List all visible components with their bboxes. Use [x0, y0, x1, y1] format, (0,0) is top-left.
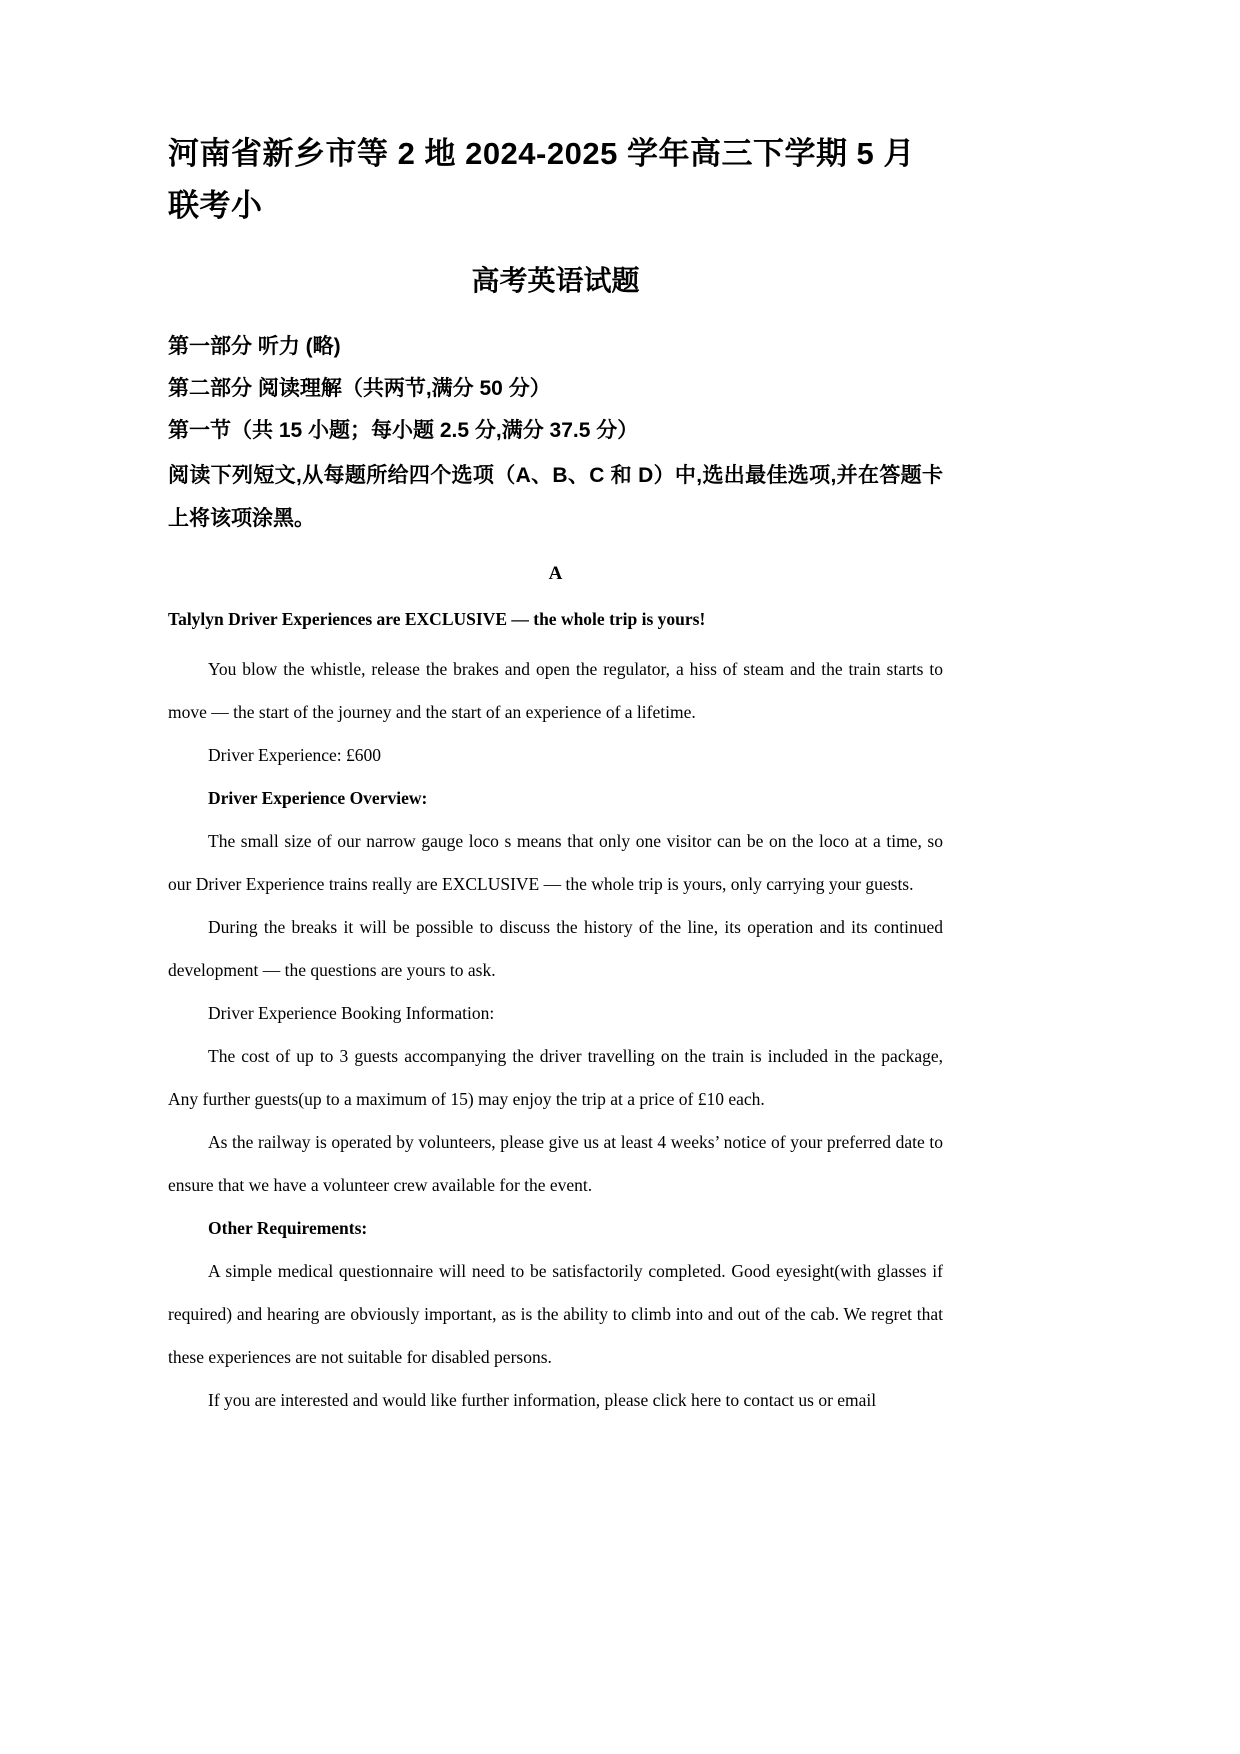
passage-paragraph-overview: The small size of our narrow gauge loco s means that only one visitor can be on the loco at a time, so our Driver Experience trains really are EXCLUSIVE — the whole trip is yours, only carrying your guests. — [168, 831, 943, 894]
passage-subheading-other-requirements: Other Requirements: — [208, 1218, 368, 1238]
passage-subheading-booking: Driver Experience Booking Information: — [208, 1003, 495, 1023]
instruction-part-two: 第二部分 阅读理解（共两节,满分 50 分） — [168, 377, 551, 400]
passage-paragraph-price: Driver Experience: £600 — [208, 745, 381, 765]
page-title-line-1: 河南省新乡市等 2 地 2024-2025 学年高三下学期 5 月联考小 — [168, 136, 915, 223]
page-subtitle: 高考英语试题 — [471, 265, 640, 296]
passage-subheading-overview: Driver Experience Overview: — [208, 788, 428, 808]
passage-paragraph-contact: If you are interested and would like further information, please click here to contact us or email — [208, 1390, 877, 1410]
passage-paragraph-medical: A simple medical questionnaire will need to be satisfactorily completed. Good eyesight(with glasses if required) and hearing are obviously important, as is the ability to climb into and out of the cab. We regret that these experiences are not suitable for disabled persons. — [168, 1261, 943, 1367]
passage-paragraph-notice: As the railway is operated by volunteers, please give us at least 4 weeks’ notice of your preferred date to ensure that we have a volunteer crew available for the event. — [168, 1132, 943, 1195]
passage-paragraph: You blow the whistle, release the brakes and open the regulator, a hiss of steam and the train starts to move — the start of the journey and the start of an experience of a lifetime. — [168, 659, 943, 722]
instruction-part-one: 第一部分 听力 (略) — [168, 335, 341, 358]
passage-paragraph-cost: The cost of up to 3 guests accompanying the driver travelling on the train is included in the package, Any further guests(up to a maximum of 15) may enjoy the trip at a price of £10 each. — [168, 1046, 943, 1109]
passage-headline: Talylyn Driver Experiences are EXCLUSIVE — the whole trip is yours! — [168, 609, 706, 629]
document-content — [168, 128, 943, 1422]
passage-label-a: A — [548, 563, 563, 584]
passage-body — [168, 648, 943, 1422]
instruction-directions: 阅读下列短文,从每题所给四个选项（A、B、C 和 D）中,选出最佳选项,并在答题卡上将该项涂黑。 — [168, 464, 943, 530]
instruction-section-one: 第一节（共 15 小题；每小题 2.5 分,满分 37.5 分） — [168, 419, 639, 442]
page-title — [168, 128, 943, 232]
passage-paragraph-breaks: During the breaks it will be possible to discuss the history of the line, its operation and its continued development — the questions are yours to ask. — [168, 917, 943, 980]
